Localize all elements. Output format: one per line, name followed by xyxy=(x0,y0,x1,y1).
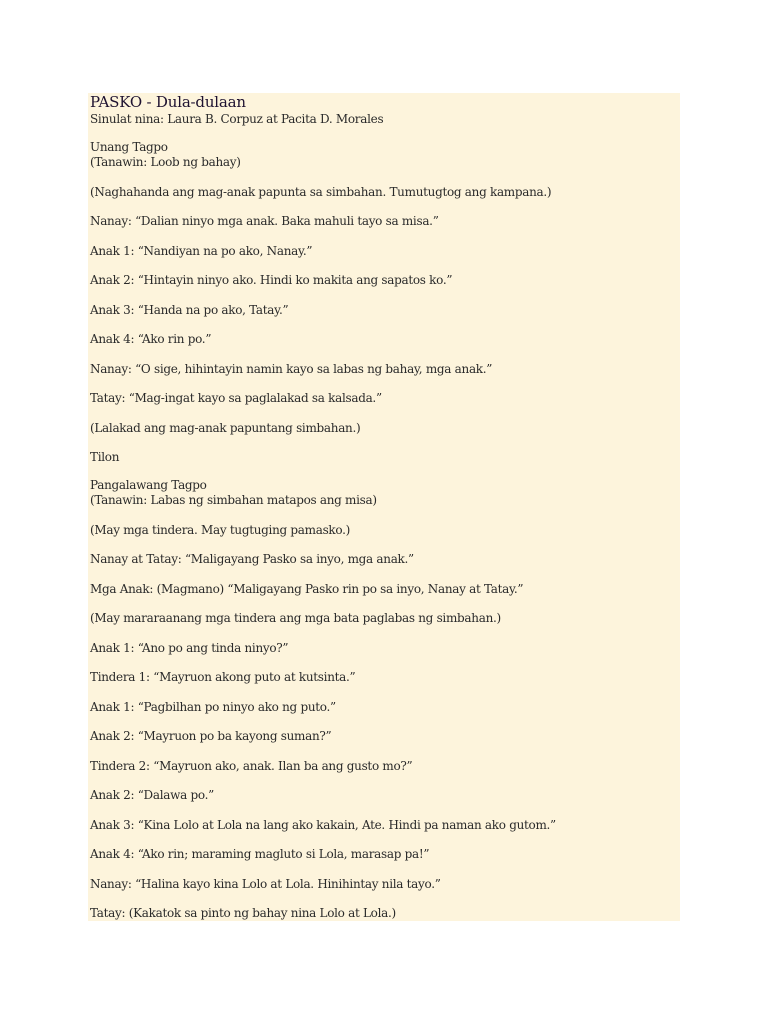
scene-2-setting: (Tanawin: Labas ng simbahan matapos ang misa) xyxy=(90,493,377,507)
script-line: (Lalakad ang mag-anak papuntang simbahan.) xyxy=(90,420,361,435)
script-line: (May mararaanang mga tindera ang mga bata paglabas ng simbahan.) xyxy=(90,611,501,625)
script-line: Tilon xyxy=(90,450,120,464)
script-line: Tindera 2: “Mayruon ako, anak. Ilan ba ang gusto mo?” xyxy=(90,758,413,773)
script-line: Anak 4: “Ako rin po.” xyxy=(90,332,212,346)
script-line: (Naghahanda ang mag-anak papunta sa simbahan. Tumutugtog ang kampana.) xyxy=(90,184,552,199)
script-line: (May mga tindera. May tugtuging pamasko.) xyxy=(90,522,351,537)
script-line: Mga Anak: (Magmano) “Maligayang Pasko rin po sa inyo, Nanay at Tatay.” xyxy=(90,581,524,596)
scene-1-setting: (Tanawin: Loob ng bahay) xyxy=(90,155,241,169)
script-line: Anak 2: “Hintayin ninyo ako. Hindi ko makita ang sapatos ko.” xyxy=(90,273,453,287)
script-line: Nanay: “Halina kayo kina Lolo at Lola. Hinihintay nila tayo.” xyxy=(90,876,441,891)
script-line: Tatay: (Kakatok sa pinto ng bahay nina Lolo at Lola.) xyxy=(90,906,396,920)
script-line: Anak 3: “Kina Lolo at Lola na lang ako kakain, Ate. Hindi pa naman ako gutom.” xyxy=(90,817,556,832)
script-line: Nanay at Tatay: “Maligayang Pasko sa inyo, mga anak.” xyxy=(90,552,414,566)
script-line: Anak 1: “Pagbilhan po ninyo ako ng puto.” xyxy=(90,699,336,714)
script-line: Anak 1: “Ano po ang tinda ninyo?” xyxy=(90,640,289,655)
script-line: Anak 1: “Nandiyan na po ako, Nanay.” xyxy=(90,243,313,258)
scene-1-heading: Unang Tagpo xyxy=(90,140,168,154)
script-line: Anak 2: “Dalawa po.” xyxy=(90,788,214,802)
script-line: Nanay: “Dalian ninyo mga anak. Baka mahuli tayo sa misa.” xyxy=(90,214,439,228)
document-title: PASKO - Dula-dulaan xyxy=(90,93,246,111)
scene-2-heading: Pangalawang Tagpo xyxy=(90,478,207,492)
script-line: Anak 2: “Mayruon po ba kayong suman?” xyxy=(90,729,332,743)
document-page xyxy=(88,93,680,921)
script-line: Nanay: “O sige, hihintayin namin kayo sa labas ng bahay, mga anak.” xyxy=(90,361,493,376)
script-line: Anak 3: “Handa na po ako, Tatay.” xyxy=(90,302,289,317)
script-line: Tindera 1: “Mayruon akong puto at kutsinta.” xyxy=(90,670,356,684)
script-line: Tatay: “Mag-ingat kayo sa paglalakad sa kalsada.” xyxy=(90,391,382,405)
script-line: Anak 4: “Ako rin; maraming magluto si Lola, marasap pa!” xyxy=(90,847,430,861)
document-author: Sinulat nina: Laura B. Corpuz at Pacita D. Morales xyxy=(90,112,384,126)
